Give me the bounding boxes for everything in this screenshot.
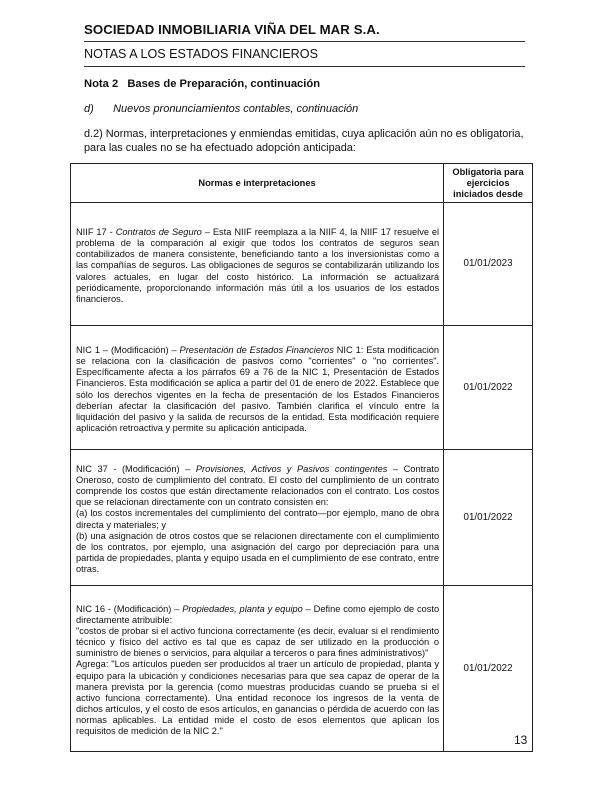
norm-name: Propiedades, planta y equipo — [182, 603, 303, 614]
table-header-row — [71, 164, 533, 203]
norm-code: NIIF 17 - — [76, 227, 113, 238]
table-row — [71, 450, 533, 586]
note-number: Nota 2 — [84, 78, 119, 90]
norm-description — [71, 586, 444, 752]
table-row — [71, 326, 533, 450]
norm-description — [71, 203, 444, 326]
norm-date: 01/01/2023 — [444, 203, 533, 326]
note-title: Bases de Preparación, continuación — [127, 78, 321, 90]
norm-code: NIC 16 - (Modificación) – — [76, 603, 180, 614]
norm-text: – Define como ejemplo de costo directamente atribuible: — [76, 603, 440, 626]
note-heading — [84, 78, 320, 90]
norm-date: 01/01/2022 — [444, 326, 533, 450]
norm-date: 01/01/2022 — [444, 586, 533, 752]
document-subtitle: NOTAS A LOS ESTADOS FINANCIEROS — [84, 47, 318, 61]
page-number: 13 — [514, 733, 528, 747]
section-title: Nuevos pronunciamientos contables, continuación — [113, 103, 359, 115]
norm-text: – Contrato Oneroso, costo de cumplimiento del contrato. El costo del cumplimiento de un contrato comprende los costos que están directamente relacionados con el contrato. Los costos que se relacionan directamente con un contrato consisten en: — [76, 464, 440, 508]
norm-description — [71, 450, 444, 586]
norm-name: Provisiones, Activos y Pasivos contingentes — [195, 464, 388, 475]
header-divider — [84, 41, 525, 42]
norm-date: 01/01/2022 — [444, 450, 533, 586]
section-heading — [84, 103, 358, 115]
norm-item: (a) los costos incrementales del cumplimiento del contrato—por ejemplo, mano de obra directa y materiales; y — [76, 508, 440, 530]
norms-table — [70, 163, 533, 752]
header-norms: Normas e interpretaciones — [71, 164, 444, 203]
norm-description — [71, 326, 444, 450]
subtitle-divider — [84, 66, 525, 67]
company-name: SOCIEDAD INMOBILIARIA VIÑA DEL MAR S.A. — [84, 22, 380, 37]
norm-text: NIC 1: Esta modificación se relaciona con la clasificación de pasivos como "corrientes" o "no corrientes". Específicamente afecta a los párrafos 69 a 76 de la NIC 1, Presentación de Estados Financieros. Esta modificación se aplica a partir del 01 de enero de 2022. Establece que sólo los derechos vigentes en la fecha de presentación de los Estados Financieros deberían afectar la clasificación del pasivo. También clarifica el vínculo entre la liquidación del pasivo y la salida de recursos de la entidad. Esta modificación requiere aplicación retroactiva y permite su aplicación anticipada. — [76, 345, 440, 433]
header-mandatory-date: Obligatoria para ejercicios iniciados desde — [444, 164, 533, 203]
norm-code: NIC 1 – (Modificación) – — [76, 345, 177, 356]
norm-name: Presentación de Estados Financieros — [179, 345, 334, 356]
norm-name: Contratos de Seguro — [115, 227, 202, 238]
intro-paragraph: d.2) Normas, interpretaciones y enmiendas emitidas, cuya aplicación aún no es obligatoria, para las cuales no se ha efectuado adopción anticipada: — [84, 128, 524, 154]
table-row — [71, 203, 533, 326]
norm-item: "costos de probar si el activo funciona correctamente (es decir, evaluar si el rendimiento técnico y físico del activo es tal que es capaz de ser utilizado en la producción o suministro de bienes o servicios, para alquilar a terceros o para fines administrativos)" — [76, 626, 440, 659]
table-row — [71, 586, 533, 752]
norm-item: Agrega: "Los artículos pueden ser producidos al traer un artículo de propiedad, planta y equipo para la ubicación y condiciones necesarias para que sea capaz de operar de la manera prevista por la gerencia (como muestras producidas cuando se prueba si el activo funciona correctamente). Una entidad reconoce los ingresos de la venta de dichos artículos, y el costo de esos artículos, en ganancias o pérdida de acuerdo con las normas aplicables. La entidad mide el costo de esos elementos que aplican los requisitos de medición de la NIC 2." — [76, 659, 440, 736]
section-letter: d) — [84, 103, 94, 115]
norm-text: – Esta NIIF reemplaza a la NIIF 4, la NIIF 17 resuelve el problema de la comparación al exigir que todos los contratos de seguros sean contabilizados de manera consistente, beneficiando tanto a los inversionistas como a las compañías de seguros. Las obligaciones de seguros se contabilizarán utilizando los valores actuales, en lugar del costo histórico. La información se actualizará periódicamente, proporcionando información más útil a los usuarios de los estados financieros. — [76, 227, 440, 304]
norm-item: (b) una asignación de otros costos que se relacionen directamente con el cumplimiento de los contratos, por ejemplo, una asignación del cargo por depreciación para una partida de propiedades, planta y equipo usada en el cumplimiento de ese contrato, entre otras. — [76, 530, 440, 574]
norm-code: NIC 37 - (Modificación) – — [76, 464, 191, 475]
